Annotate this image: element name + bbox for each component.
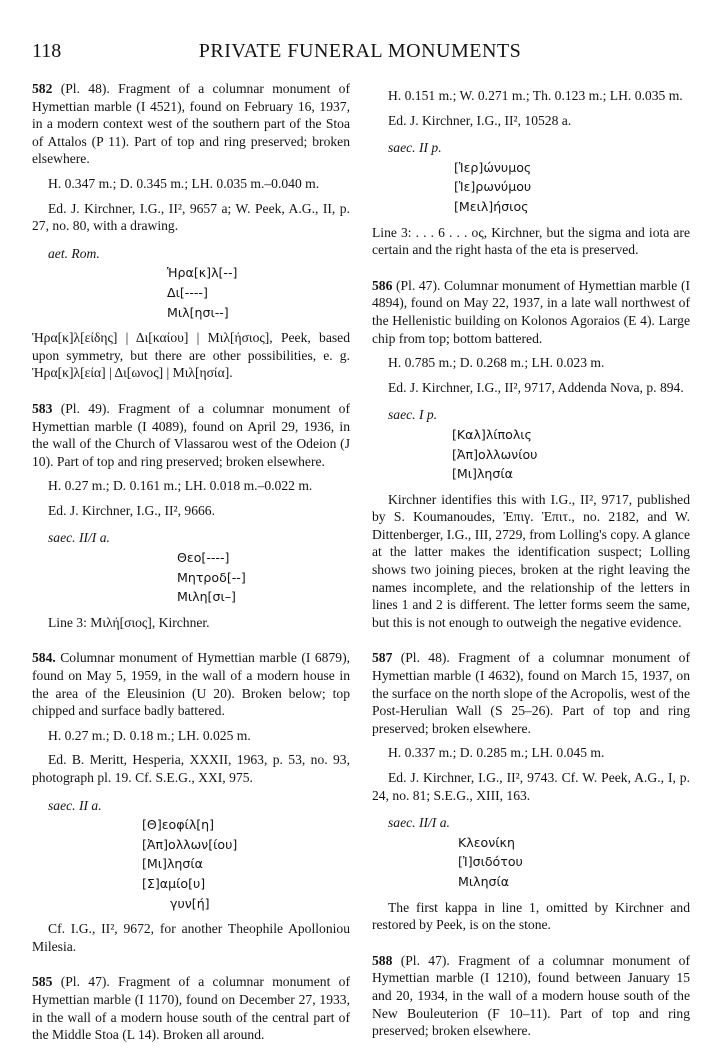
entry-number: 588 bbox=[372, 952, 393, 968]
inscription-line: [Μειλ]ήσιος bbox=[454, 198, 529, 214]
running-title: PRIVATE FUNERAL MONUMENTS bbox=[198, 40, 522, 62]
inscription-line: [Καλ]λίπολις bbox=[452, 426, 532, 442]
entry-number: 585 bbox=[32, 974, 53, 990]
entry-description: 588 (Pl. 47). Fragment of a columnar monument of Hymettian marble (I 1210), found between January 15 and 20, 1934, in the wall of a modern house south of the New Bouleuterion (F 10–11). Part of top and ring preserved; broken elsewhere. bbox=[372, 952, 690, 1039]
page-number: 118 bbox=[32, 40, 62, 62]
edition: Ed. J. Kirchner, I.G., II², 10528 a. bbox=[388, 112, 572, 128]
inscription-line: [Θ]εοφίλ[η] bbox=[142, 817, 215, 833]
inscription-line: Θεο[----] bbox=[177, 550, 230, 566]
inscription-line: [Ἀπ]ολλων[ίου] bbox=[142, 836, 238, 852]
measurements: H. 0.27 m.; D. 0.161 m.; LH. 0.018 m.–0.022 m. bbox=[48, 478, 313, 494]
date-label: saec. II a. bbox=[48, 797, 102, 813]
date-label: saec. II p. bbox=[388, 140, 442, 156]
entry-582 bbox=[32, 80, 350, 382]
edition: Ed. J. Kirchner, I.G., II², 9743. Cf. W. Peek, A.G., I, p. 24, no. 81; S.E.G., XIII, 163. bbox=[372, 770, 690, 803]
inscription-line: γυν[ή] bbox=[170, 895, 210, 911]
inscription-line: [Ἰ]σιδότου bbox=[458, 854, 523, 870]
date-label: saec. I p. bbox=[388, 407, 438, 423]
entry-588 bbox=[372, 952, 690, 1040]
left-column bbox=[32, 80, 350, 1062]
entry-description: 587 (Pl. 48). Fragment of a columnar monument of Hymettian marble (I 4632), found on March 15, 1937, on the surface on the north slope of the Acropolis, west of the Post-Herulian Wall (S 25–26). Part of top and ring preserved; broken elsewhere. bbox=[372, 650, 690, 736]
entry-description: 582 (Pl. 48). Fragment of a columnar monument of Hymettian marble (I 4521), found on February 16, 1937, in a modern context west of the southern part of the Stoa of Attalos (P 11). Part of top and ring preserved; broken elsewhere. bbox=[32, 81, 350, 167]
inscription-line: [Μι]λησία bbox=[452, 466, 513, 482]
inscription-line: Μιλησία bbox=[458, 873, 510, 889]
commentary: Kirchner identifies this with I.G., II², 9717, published by S. Koumanoudes, Ἐπιγ. Ἐπιτ., no. 2182, and W. Dittenberger, I.G., III, 2729, from Lolling's copy. A glance at the latter makes the identification suspect; Lolling shows two joining pieces, broken at the right leaving the names incomplete, and the relationship of the letters in lines 1 and 2 is different. The letter forms seem the same, but this is not enough to outweigh the negative evidence. bbox=[372, 491, 690, 630]
inscription-line: Δι[----] bbox=[167, 284, 208, 300]
entry-586 bbox=[372, 277, 690, 632]
entry-number: 586 bbox=[372, 277, 393, 293]
measurements: H. 0.347 m.; D. 0.345 m.; LH. 0.035 m.–0.040 m. bbox=[48, 175, 320, 191]
measurements: H. 0.785 m.; D. 0.268 m.; LH. 0.023 m. bbox=[388, 355, 605, 371]
entry-number: 583 bbox=[32, 400, 53, 416]
inscription-line: Μιλη[σι–] bbox=[177, 589, 236, 605]
commentary: Ἡρα[κ]λ[είδης] | Δι[καίου] | Μιλ[ήσιος], Peek, based upon symmetry, but there are other possibilities, e. g. Ἡρα[κ]λ[εία] | Δι[ωνος] | Μιλ[ησία]. bbox=[32, 330, 350, 381]
entry-number: 582 bbox=[32, 81, 53, 96]
edition: Ed. B. Meritt, Hesperia, XXXII, 1963, p. 53, no. 93, photograph pl. 19. Cf. S.E.G., XXI, 975. bbox=[32, 752, 350, 785]
measurements: H. 0.337 m.; D. 0.285 m.; LH. 0.045 m. bbox=[388, 745, 605, 761]
inscription-line: [Ἀπ]ολλωνίου bbox=[452, 446, 538, 462]
inscription-line: [Μι]λησία bbox=[142, 856, 203, 872]
entry-description: 583 (Pl. 49). Fragment of a columnar monument of Hymettian marble (I 4089), found on April 29, 1936, in the wall of the Church of Vlassarou west of the Odeion (J 10). Part of top and ring preserved; broken elsewhere. bbox=[32, 400, 350, 469]
date-label: saec. II/I a. bbox=[388, 815, 450, 831]
right-column bbox=[372, 80, 690, 1058]
inscription-line: Μιλ[ησι--] bbox=[167, 304, 229, 320]
edition: Ed. J. Kirchner, I.G., II², 9657 a; W. Peek, A.G., II, p. 27, no. 80, with a drawing. bbox=[32, 200, 350, 234]
entry-description: 584. Columnar monument of Hymettian marble (I 6879), found on May 5, 1959, in the wall of a modern house in the area of the Eleusinion (U 20). Broken below; top chipped and surface badly battered. bbox=[32, 650, 350, 719]
commentary: Cf. I.G., II², 9672, for another Theophile Apolloniou Milesia. bbox=[32, 921, 350, 954]
date-label: saec. II/I a. bbox=[48, 530, 110, 546]
edition: Ed. J. Kirchner, I.G., II², 9717, Addenda Nova, p. 894. bbox=[388, 379, 684, 395]
entry-585-continued bbox=[372, 87, 690, 259]
entry-583 bbox=[32, 400, 350, 632]
entry-number: 587 bbox=[372, 650, 393, 666]
entry-585 bbox=[32, 973, 350, 1043]
inscription-line: [Ἱερ]ώνυμος bbox=[454, 159, 532, 175]
entry-description: 585 (Pl. 47). Fragment of a columnar monument of Hymettian marble (I 1170), found on December 27, 1933, in the wall of a modern house south of the central part of the Middle Stoa (L 14). Broken all around. bbox=[32, 974, 350, 1043]
inscription-line: [Σ]αμίο[υ] bbox=[142, 875, 206, 891]
entry-number: 584. bbox=[32, 650, 56, 666]
measurements: H. 0.151 m.; W. 0.271 m.; Th. 0.123 m.; LH. 0.035 m. bbox=[388, 88, 683, 103]
date-label: aet. Rom. bbox=[48, 245, 100, 261]
page-header bbox=[32, 40, 688, 70]
commentary: Line 3: . . . 6 . . . ος, Kirchner, but the sigma and iota are certain and the right hasta of the eta is preserved. bbox=[372, 224, 690, 258]
measurements: H. 0.27 m.; D. 0.18 m.; LH. 0.025 m. bbox=[48, 727, 251, 743]
entry-587 bbox=[372, 649, 690, 933]
inscription-line: [Ἱε]ρωνύμου bbox=[454, 179, 532, 195]
entry-584 bbox=[32, 649, 350, 955]
inscription-line: Ἡρα[κ]λ[--] bbox=[167, 265, 238, 281]
commentary: Line 3: Μιλή[σιος], Kirchner. bbox=[48, 614, 210, 630]
entry-description: 586 (Pl. 47). Columnar monument of Hymettian marble (I 4894), found on May 22, 1937, in a late wall northwest of the Hellenistic building on Kolonos Agoraios (E 4). Large chip from top; bottom battered. bbox=[372, 277, 690, 346]
edition: Ed. J. Kirchner, I.G., II², 9666. bbox=[48, 502, 215, 518]
inscription-line: Μητροδ[--] bbox=[177, 569, 246, 585]
commentary: The first kappa in line 1, omitted by Kirchner and restored by Peek, is on the stone. bbox=[372, 899, 690, 933]
inscription-line: Κλεονίκη bbox=[458, 834, 515, 850]
